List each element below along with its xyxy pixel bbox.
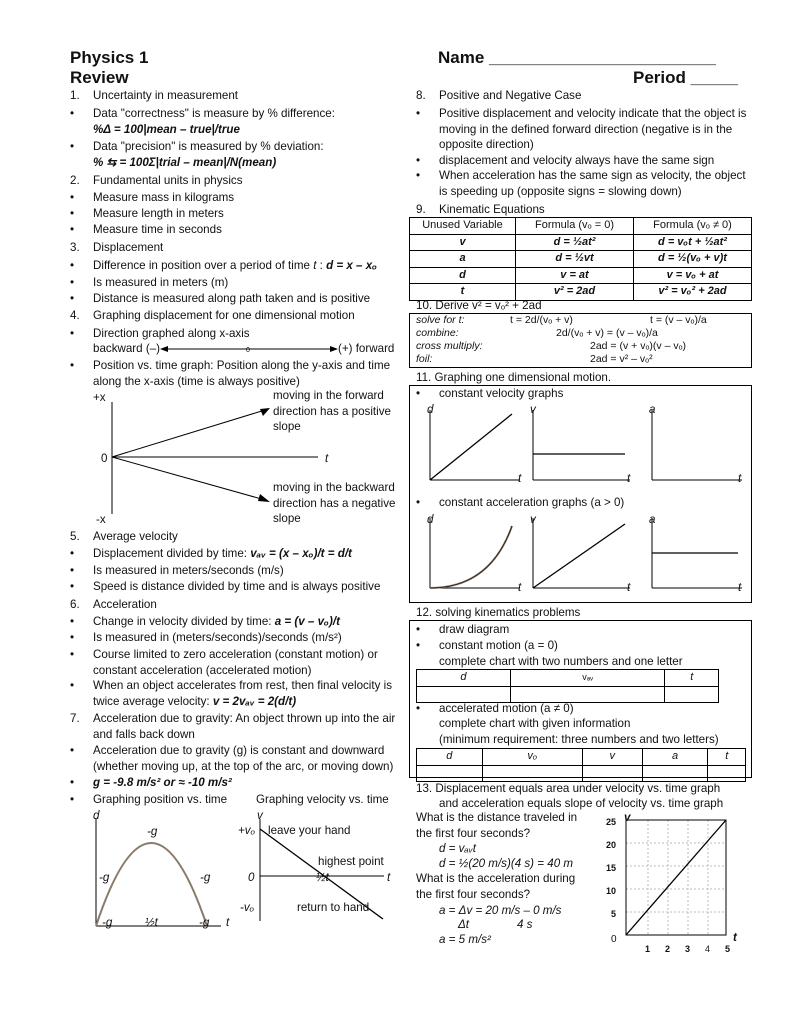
der-cross-a: 2ad = (v + vₒ)(v – vₒ): [590, 340, 687, 352]
vg-t: t: [387, 871, 391, 884]
section-12: 12. solving kinematics problems: [416, 606, 581, 619]
cc-cell[interactable]: [510, 686, 665, 702]
bullet-pos-disp: • Positive displacement and velocity indicate that the object is moving in the defined forward direction (negative is in the opposite direction): [416, 107, 747, 151]
k-constant: • constant motion (a = 0): [416, 639, 558, 652]
kt-header: Unused Variable: [410, 218, 516, 235]
direction-axis: [160, 346, 340, 354]
ca-t2: t: [627, 581, 631, 594]
graph-vel-label: Graphing velocity vs. time: [256, 793, 389, 806]
bullet-distance: • Distance is measured along path taken and is positive: [70, 292, 371, 305]
k-draw: • draw diagram: [416, 623, 510, 636]
cg-v: v: [624, 811, 631, 824]
pg-d: d: [93, 809, 100, 822]
pg-top-g: -g: [147, 825, 158, 838]
der-cross: cross multiply:: [416, 340, 483, 352]
backward-label: backward (–): [93, 342, 161, 355]
ac-header: t: [708, 749, 746, 766]
q-accel-4s: 4 s: [517, 918, 533, 931]
section-9: 9. Kinematic Equations: [416, 203, 545, 216]
kt-cell: v = at: [516, 267, 634, 284]
vg-return: return to hand: [297, 901, 370, 914]
cc-cell[interactable]: [417, 686, 511, 702]
cg-x5: 5: [725, 944, 731, 954]
section-7: 7. Acceleration due to gravity: An object thrown up into the air and falls back down: [70, 712, 396, 741]
der-solve-b: t = (v – vₒ)/a: [650, 314, 707, 326]
ac-cell[interactable]: [482, 765, 582, 781]
graph-t: t: [325, 452, 329, 465]
bullet-ms2: • Is measured in (meters/seconds)/seconds (m/s²): [70, 631, 342, 644]
pg-br-g: -g: [199, 916, 210, 929]
bullet-ms: • Is measured in meters/seconds (m/s): [70, 564, 284, 577]
ac-cell[interactable]: [708, 765, 746, 781]
k-accel-desc: complete chart with given information: [439, 717, 631, 730]
cv-label: • constant velocity graphs: [416, 387, 564, 400]
bullet-pct-dev: • Data "precision" is measured by % deviation: % ⇆ = 100Σ|trial – mean|/N(mean): [70, 140, 324, 169]
section-3: 3. Displacement: [70, 241, 164, 254]
cg-x3: 3: [685, 944, 691, 954]
bullet-pct-diff: • Data "correctness" is measure by % difference: %Δ = 100|mean – true|/true: [70, 107, 335, 136]
forward-annotation: moving in the forward direction has a positive slope: [273, 389, 391, 433]
bullet-gravity: • Acceleration due to gravity (g) is constant and downward (whether moving up, at the top of the arc, or moving down): [70, 744, 394, 773]
kt-cell: v² = vₒ² + 2ad: [634, 284, 752, 301]
bullet-graph-pos: • Graphing position vs. time: [70, 793, 228, 806]
forward-label: (+) forward: [338, 342, 395, 355]
der-solve: solve for t:: [416, 314, 465, 326]
backward-annotation: moving in the backward direction has a negative slope: [273, 481, 396, 525]
ac-cell[interactable]: [417, 765, 483, 781]
cg-x1: 1: [645, 944, 651, 954]
kt-cell: d: [410, 267, 516, 284]
ca-d: d: [427, 513, 434, 526]
kt-cell: v = vₒ + at: [634, 267, 752, 284]
bullet-speeding: • When acceleration has the same sign as velocity, the object is speeding up (opposite signs = slowing down): [416, 169, 746, 198]
bullet-speed: • Speed is distance divided by time and is always positive: [70, 580, 381, 593]
cv-t1: t: [518, 472, 522, 485]
name-field[interactable]: Name ________________________: [438, 48, 716, 67]
bullet-time: • Measure time in seconds: [70, 223, 222, 236]
cg-y10: 10: [606, 886, 617, 896]
vg-v: v: [257, 809, 263, 822]
section-13b: and acceleration equals slope of velocity vs. time graph: [439, 797, 724, 810]
title-physics: Physics 1: [70, 48, 149, 67]
section-13: 13. Displacement equals area under velocity vs. time graph: [416, 782, 721, 795]
pg-right-g: -g: [200, 871, 211, 884]
ca-a: a: [649, 513, 656, 526]
cv-d: d: [427, 403, 434, 416]
cg-x2: 2: [665, 944, 671, 954]
section-6: 6. Acceleration: [70, 598, 157, 611]
kt-cell: d = ½at²: [516, 234, 634, 251]
vg-high: highest point: [318, 855, 384, 868]
section-2: 2. Fundamental units in physics: [70, 174, 243, 187]
der-foil-a: 2ad = v² – vₒ²: [590, 353, 653, 365]
cg-t: t: [733, 931, 737, 944]
cc-header: d: [417, 670, 511, 687]
q-distance-a: d = vₐᵥt: [439, 842, 476, 855]
axis-zero: 0: [246, 347, 250, 354]
section-4: 4. Graphing displacement for one dimensional motion: [70, 309, 355, 322]
cc-cell[interactable]: [665, 686, 719, 702]
cv-t2: t: [627, 472, 631, 485]
der-foil: foil:: [416, 353, 433, 365]
vg-plus-v: +vₒ: [238, 824, 256, 837]
der-combine-a: 2d/(vₒ + v) = (v – vₒ)/a: [556, 327, 658, 339]
cg-y20: 20: [606, 840, 617, 850]
bullet-g-value: • g = -9.8 m/s² or ≈ -10 m/s²: [70, 776, 232, 789]
bullet-same-sign: • displacement and velocity always have the same sign: [416, 154, 715, 167]
cv-graphs: [420, 402, 750, 487]
section-1: 1. Uncertainty in measurement: [70, 89, 238, 102]
cg-y15: 15: [606, 863, 617, 873]
vg-half-t: ½t: [316, 871, 329, 884]
position-parabola-graph: [93, 810, 238, 930]
ac-header: vₒ: [482, 749, 582, 766]
ca-v: v: [530, 513, 536, 526]
bullet-displacement: • Difference in position over a period of time t : d = x – xₒ: [70, 259, 378, 272]
bullet-avg-velocity: • Displacement divided by time: vₐᵥ = (x – xₒ)/t = d/t: [70, 547, 352, 560]
section-5: 5. Average velocity: [70, 530, 178, 543]
cv-a: a: [649, 403, 656, 416]
vt-chart: [600, 815, 750, 960]
k-constant-desc: complete chart with two numbers and one letter: [439, 655, 683, 668]
der-combine: combine:: [416, 327, 459, 339]
bullet-position-graph: • Position vs. time graph: Position along the y-axis and time along the x-axis (time is always positive): [70, 359, 391, 388]
ac-header: a: [642, 749, 708, 766]
ca-label: • constant acceleration graphs (a > 0): [416, 496, 625, 509]
kt-cell: d = vₒt + ½at²: [634, 234, 752, 251]
kt-header: Formula (vₒ = 0): [516, 218, 634, 235]
pg-t: t: [226, 916, 230, 929]
title-review: Review: [70, 68, 129, 87]
ac-header: d: [417, 749, 483, 766]
cv-t3: t: [738, 472, 742, 485]
der-solve-a: t = 2d/(vₒ + v): [510, 314, 573, 326]
k-accel: • accelerated motion (a ≠ 0): [416, 702, 574, 715]
cv-v: v: [530, 403, 536, 416]
kt-cell: d = ½(vₒ + v)t: [634, 251, 752, 268]
bullet-course: • Course limited to zero acceleration (constant motion) or constant acceleration (accelerated motion): [70, 648, 378, 677]
pg-half-t: ½t: [145, 916, 158, 929]
bullet-length: • Measure length in meters: [70, 207, 224, 220]
ac-cell[interactable]: [642, 765, 708, 781]
kt-cell: d = ½vt: [516, 251, 634, 268]
vg-leave: leave your hand: [268, 824, 351, 837]
graph-zero: 0: [101, 452, 108, 465]
bullet-direction: • Direction graphed along x-axis: [70, 327, 250, 340]
q-accel-result: a = 5 m/s²: [439, 933, 491, 946]
vg-zero: 0: [248, 871, 255, 884]
kt-cell: v: [410, 234, 516, 251]
bullet-acceleration: • Change in velocity divided by time: a = (v – vₒ)/t: [70, 615, 340, 628]
section-10: 10. Derive v² = vₒ² + 2ad: [416, 299, 542, 312]
ca-t3: t: [738, 581, 742, 594]
cg-y0: 0: [611, 934, 617, 945]
ca-t1: t: [518, 581, 522, 594]
kinematic-table: [409, 217, 752, 301]
constant-chart: [416, 669, 719, 703]
graph-plus-x: +x: [93, 391, 106, 404]
bullet-from-rest: • When an object accelerates from rest, then final velocity is twice average velocity: v = 2vₐᵥ = 2(d/t): [70, 679, 392, 708]
q-accel-dt: Δt: [458, 918, 469, 931]
pg-bl-g: -g: [102, 916, 113, 929]
cg-y5: 5: [611, 909, 617, 919]
section-11: 11. Graphing one dimensional motion.: [416, 371, 612, 384]
ca-graphs: [420, 512, 750, 592]
ac-cell[interactable]: [582, 765, 642, 781]
cg-x4: 4: [705, 944, 711, 954]
cg-y25: 25: [606, 817, 617, 827]
cc-header: t: [665, 670, 719, 687]
q-distance-b: d = ½(20 m/s)(4 s) = 40 m: [439, 857, 574, 870]
k-accel-req: (minimum requirement: three numbers and two letters): [439, 733, 719, 746]
cc-header: vₐᵥ: [510, 670, 665, 687]
q-accel-a: a = Δv = 20 m/s – 0 m/s: [439, 904, 562, 917]
kt-cell: v² = 2ad: [516, 284, 634, 301]
kt-cell: a: [410, 251, 516, 268]
graph-minus-x: -x: [96, 513, 106, 526]
bullet-meters: • Is measured in meters (m): [70, 276, 229, 289]
pg-left-g: -g: [99, 871, 110, 884]
q-distance: What is the distance traveled in the first four seconds?: [416, 811, 578, 840]
vg-minus-v: -vₒ: [240, 901, 255, 914]
kt-header: Formula (vₒ ≠ 0): [634, 218, 752, 235]
kt-cell: t: [410, 284, 516, 301]
period-field[interactable]: Period _____: [633, 68, 738, 87]
q-accel: What is the acceleration during the first four seconds?: [416, 872, 576, 901]
accel-chart: [416, 748, 746, 782]
bullet-mass: • Measure mass in kilograms: [70, 191, 235, 204]
section-8: 8. Positive and Negative Case: [416, 89, 582, 102]
ac-header: v: [582, 749, 642, 766]
